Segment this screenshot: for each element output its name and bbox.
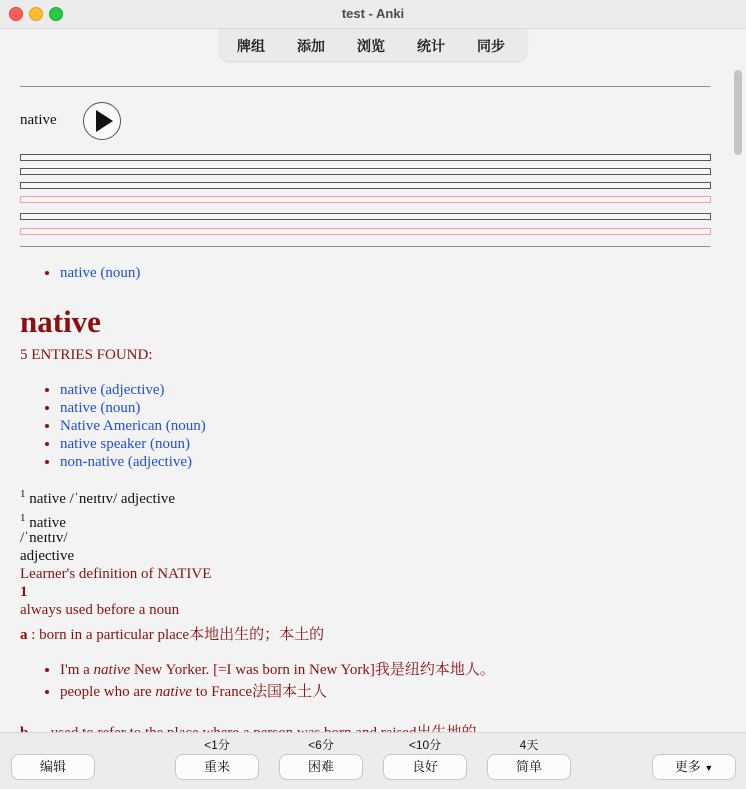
more-button[interactable]: [652, 754, 736, 780]
blank-field: [20, 168, 711, 175]
hard-button[interactable]: 困难: [279, 754, 363, 780]
list-item[interactable]: [60, 453, 206, 471]
answer-bar: [0, 732, 746, 789]
list-item[interactable]: [60, 399, 206, 417]
example-keyword: native: [93, 662, 131, 678]
example-item: [60, 681, 495, 703]
example-text: to France法国本土人: [192, 684, 328, 700]
blank-field-highlight: [20, 228, 711, 235]
main-toolbar: [219, 29, 527, 61]
blank-field-highlight: [20, 196, 711, 203]
toolbar-stats-button[interactable]: 统计: [417, 38, 445, 54]
window-title: test - Anki: [341, 6, 405, 21]
play-audio-icon[interactable]: [83, 102, 121, 140]
again-button[interactable]: 重来: [175, 754, 259, 780]
easy-button[interactable]: 简单: [487, 754, 571, 780]
entry-word: native: [25, 515, 66, 531]
good-button[interactable]: 良好: [383, 754, 467, 780]
list-item[interactable]: [60, 381, 206, 399]
entry-link[interactable]: Native American (noun): [60, 418, 206, 434]
list-item[interactable]: [60, 264, 140, 282]
entries-list: [20, 381, 206, 471]
usage-note: always used before a noun: [20, 602, 180, 618]
entry-number: 1: [20, 488, 26, 500]
example-text: people who are: [60, 684, 156, 700]
scrollbar-thumb[interactable]: [734, 70, 742, 155]
entry-heading: [20, 488, 175, 508]
list-item[interactable]: [60, 417, 206, 435]
blank-field: [20, 154, 711, 161]
example-list: [20, 659, 495, 703]
entry-heading-text: native /ˈneɪtɪv/ adjective: [25, 491, 176, 507]
learner-definition-title: Learner's definition of NATIVE: [20, 566, 212, 582]
sense-a-definition: : born in a particular place本地出生的；本土的: [27, 627, 325, 643]
entry-link[interactable]: non-native (adjective): [60, 454, 193, 470]
chevron-down-icon: ▼: [704, 763, 714, 773]
toolbar-decks-button[interactable]: 牌组: [237, 38, 265, 54]
divider: [20, 86, 710, 87]
example-item: [60, 659, 495, 681]
more-button-label: 更多: [674, 759, 701, 774]
list-item[interactable]: [60, 435, 206, 453]
example-keyword: native: [155, 684, 193, 700]
pronunciation: /ˈneɪtɪv/: [20, 530, 68, 546]
divider: [20, 246, 710, 247]
easy-interval: 4天: [519, 738, 539, 752]
toolbar-add-button[interactable]: 添加: [297, 38, 325, 54]
blank-field: [20, 182, 711, 189]
card-content: [0, 62, 733, 732]
entry-link[interactable]: native speaker (noun): [60, 436, 190, 452]
entry-link[interactable]: native (noun): [60, 400, 141, 416]
again-interval: <1分: [204, 738, 230, 752]
entry-word-line: [20, 512, 66, 532]
hard-interval: <6分: [308, 738, 334, 752]
toolbar-browse-button[interactable]: 浏览: [357, 38, 385, 54]
good-interval: <10分: [408, 738, 442, 752]
entries-found-label: 5 ENTRIES FOUND:: [20, 347, 153, 363]
sense-number: 1: [20, 584, 28, 600]
top-link-list: [20, 264, 140, 282]
front-word: native: [20, 112, 57, 128]
entry-link[interactable]: native (adjective): [60, 382, 165, 398]
entry-number: 1: [20, 512, 26, 524]
example-text: I'm a: [60, 662, 94, 678]
example-text: New Yorker. [=I was born in New York]我是纽约本地人。: [130, 662, 495, 678]
sense-a: [20, 623, 324, 644]
sense-letter: a: [20, 627, 28, 643]
toolbar-sync-button[interactable]: 同步: [477, 38, 505, 54]
part-of-speech: adjective: [20, 548, 75, 564]
entry-link[interactable]: native (noun): [60, 265, 141, 281]
edit-button[interactable]: 编辑: [11, 754, 95, 780]
blank-field: [20, 213, 711, 220]
headword: native: [20, 304, 101, 339]
title-bar: [0, 0, 746, 29]
